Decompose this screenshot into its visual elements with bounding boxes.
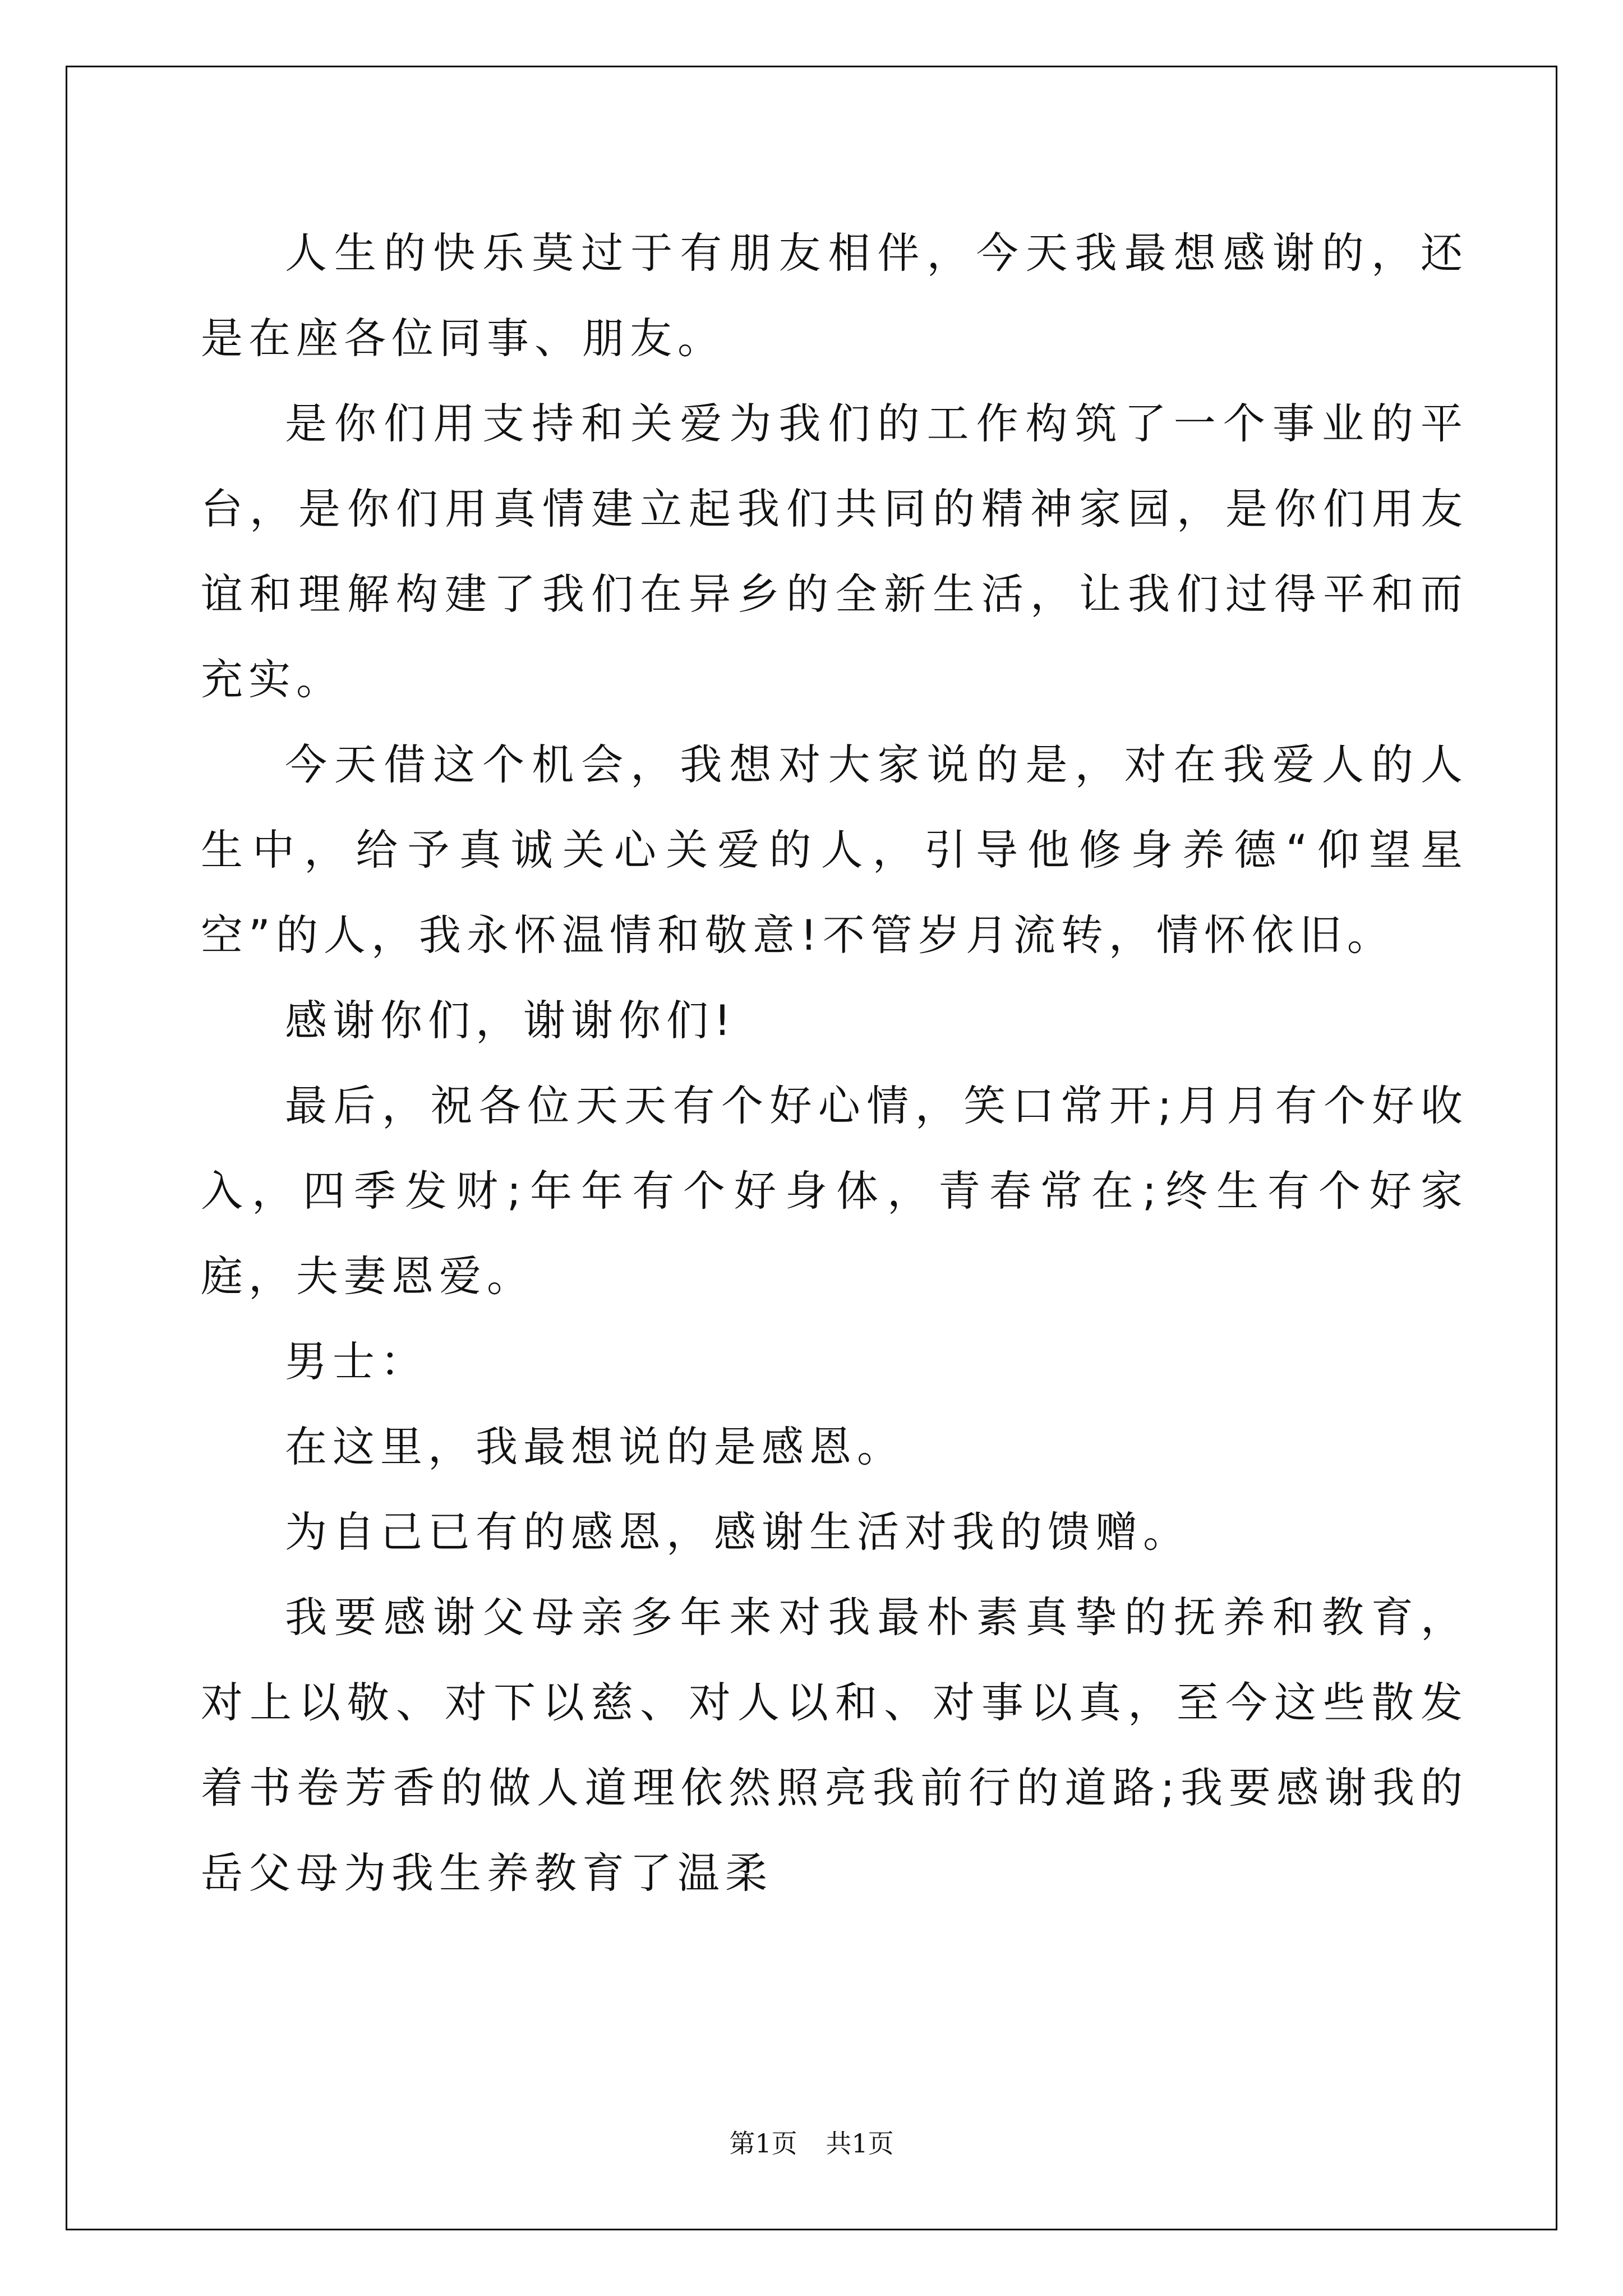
paragraph: 今天借这个机会，我想对大家说的是，对在我爱人的人生中，给予真诚关心关爱的人，引导他修身养德“仰望星空”的人，我永怀温情和敬意!不管岁月流转，情怀依旧。: [201, 740, 1468, 960]
paragraph: 为自己已有的感恩，感谢生活对我的馈赠。: [285, 1507, 1191, 1557]
paragraph: 是你们用支持和关爱为我们的工作构筑了一个事业的平台，是你们用真情建立起我们共同的精神家园，是你们用友谊和理解构建了我们在异乡的全新生活，让我们过得平和而充实。: [201, 399, 1468, 704]
paragraph: 感谢你们，谢谢你们!: [285, 996, 737, 1045]
page-number-current: 第1页: [729, 2128, 797, 2159]
document-body: [201, 210, 1468, 1916]
page-number-total: 共1页: [826, 2128, 894, 2159]
paragraph: 最后，祝各位天天有个好心情，笑口常开;月月有个好收入，四季发财;年年有个好身体，青春常在;终生有个好家庭，夫妻恩爱。: [201, 1081, 1468, 1301]
paragraph: 人生的快乐莫过于有朋友相伴，今天我最想感谢的，还是在座各位同事、朋友。: [201, 228, 1468, 363]
paragraph: 在这里，我最想说的是感恩。: [285, 1422, 905, 1471]
paragraph: 男士：: [285, 1337, 428, 1386]
paragraph: 我要感谢父母亲多年来对我最朴素真挚的抚养和教育，对上以敬、对下以慈、对人以和、对事以真，至今这些散发着书卷芳香的做人道理依然照亮我前行的道路;我要感谢我的岳父母为我生养教育了温柔: [201, 1593, 1468, 1898]
page-footer: [0, 2123, 1623, 2160]
